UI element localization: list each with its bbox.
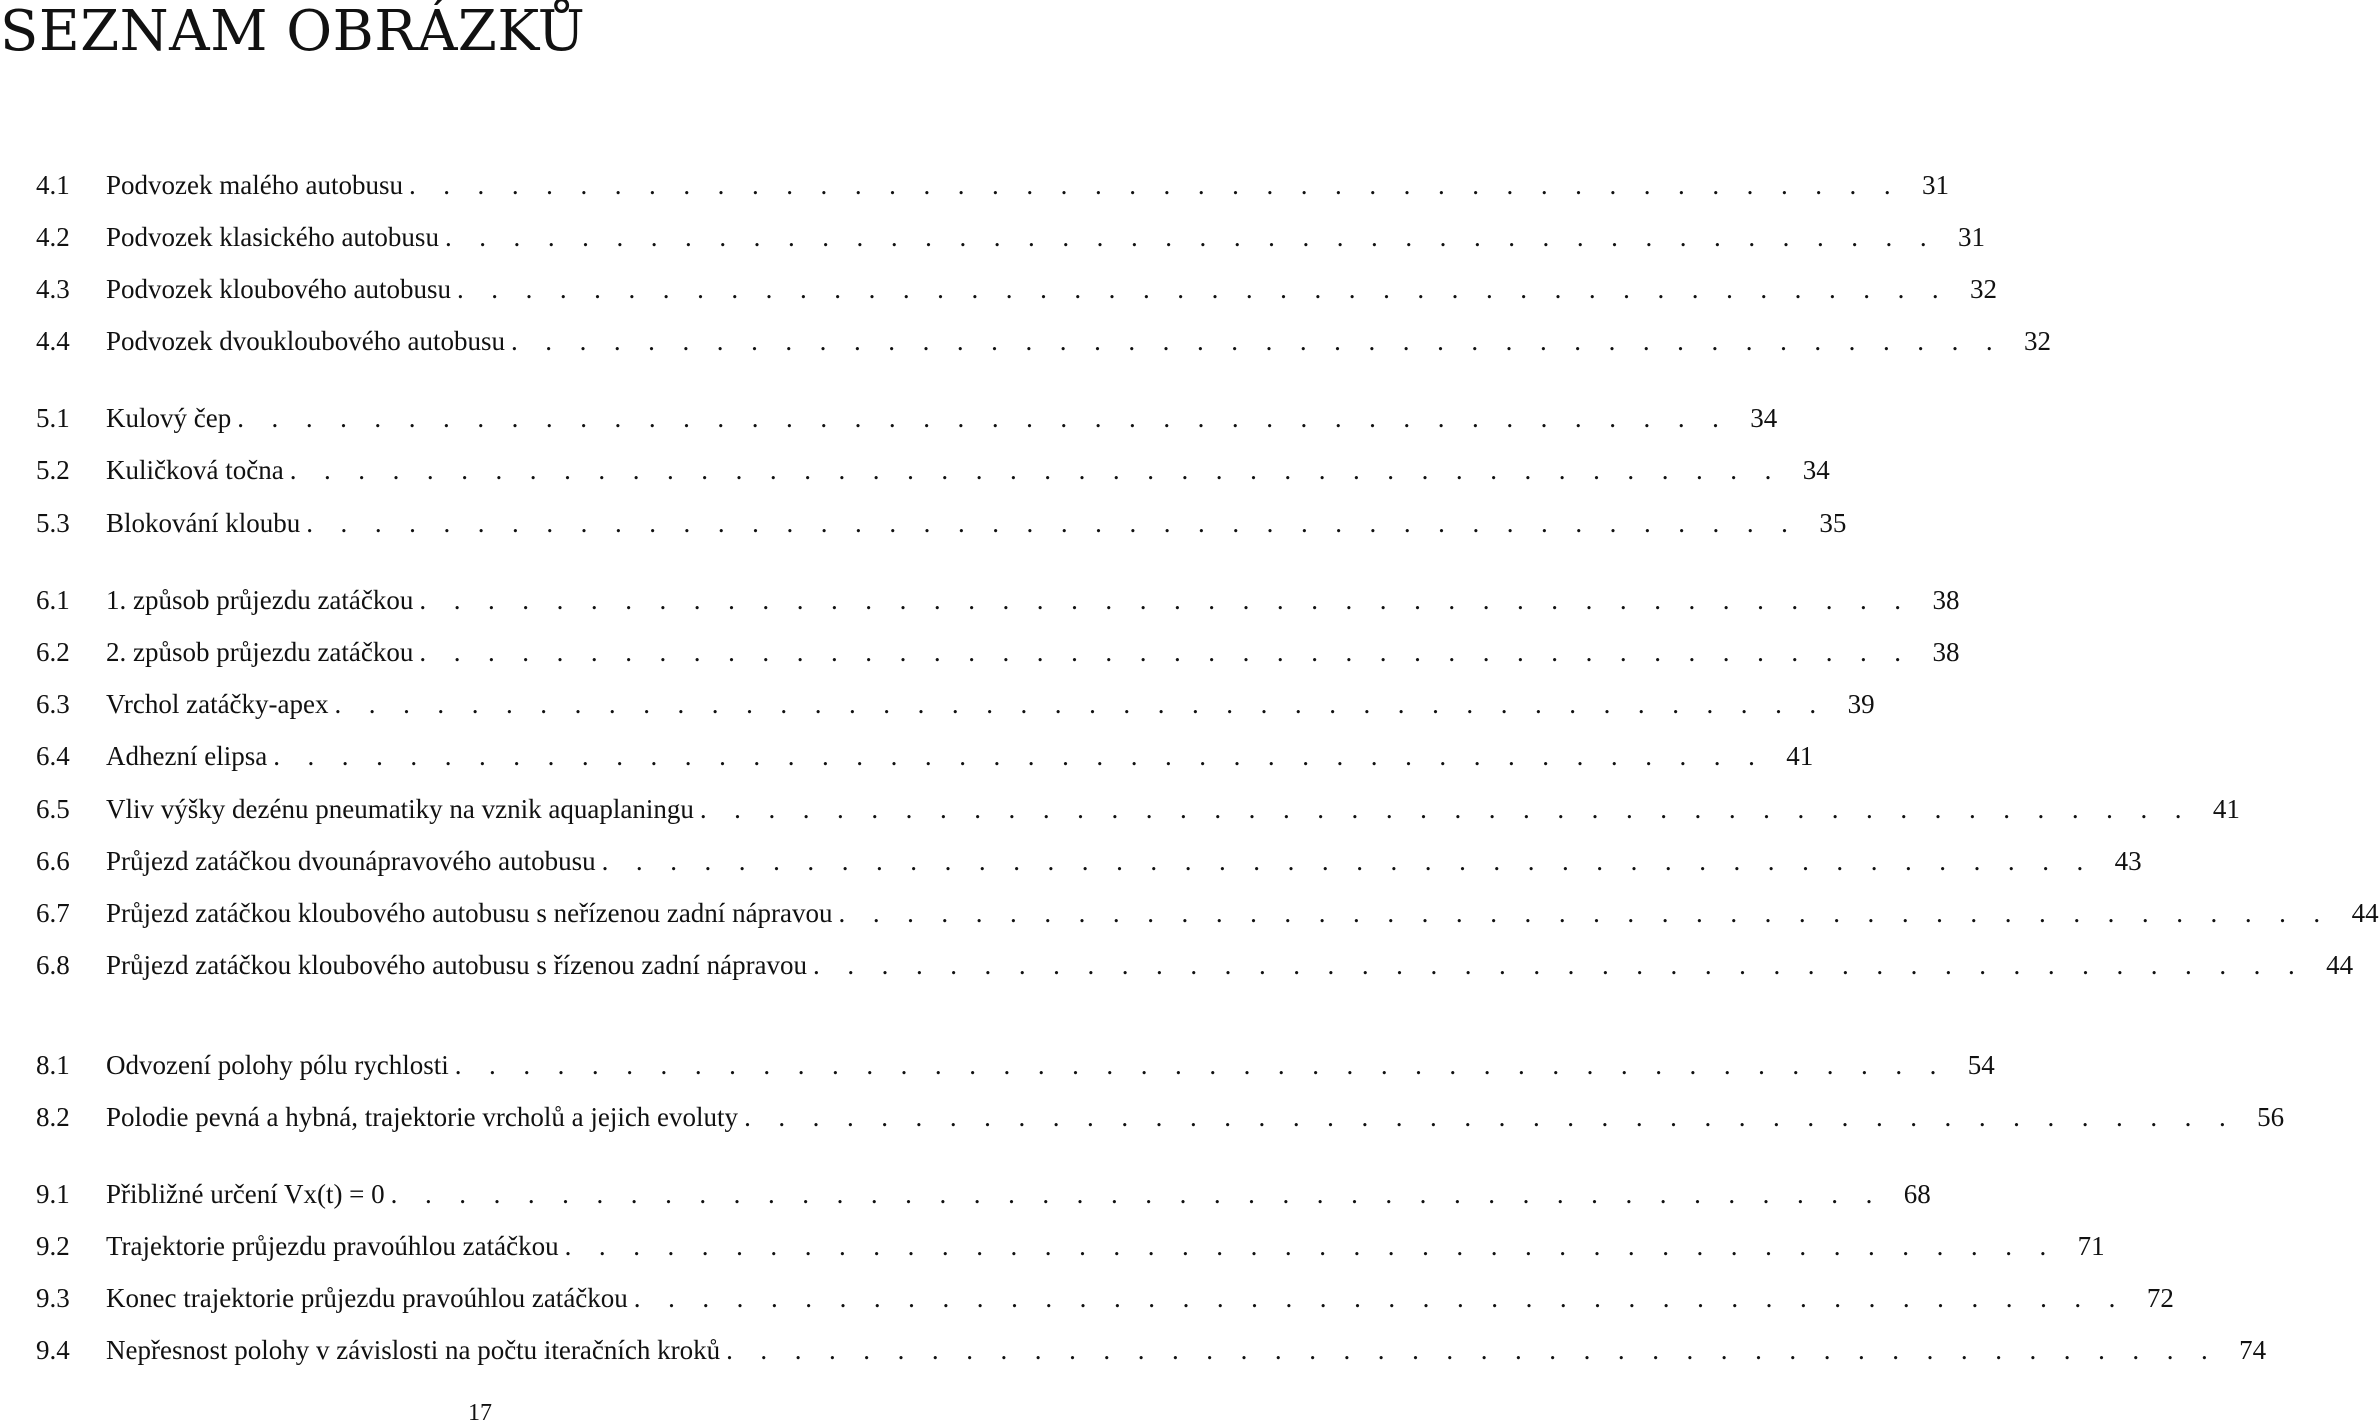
dot-leader: . . . . . . . . . . . . . . . . . . . . . . . . . . . . . . . . . . . . . . . . . . . . xyxy=(726,1335,2219,1365)
figure-page-number: 31 xyxy=(1958,222,1986,252)
page-title: SEZNAM OBRÁZKŮ xyxy=(0,0,586,64)
figure-number: 6.5 xyxy=(36,794,70,824)
dot-leader: . . . . . . . . . . . . . . . . . . . . . . . . . . . . . . . . . . . . . . . . . . . . xyxy=(744,1102,2237,1132)
figure-page-number: 68 xyxy=(1903,1179,1931,1209)
figure-number: 8.1 xyxy=(36,1050,70,1080)
figure-caption: Průjezd zatáčkou kloubového autobusu s řízenou zadní nápravou xyxy=(106,950,808,980)
figure-page-number: 35 xyxy=(1819,508,1847,538)
figure-page-number: 41 xyxy=(1786,741,1814,771)
dot-leader: . . . . . . . . . . . . . . . . . . . . . . . . . . . . . . . . . . . . . . . . . . . . xyxy=(564,1231,2057,1261)
figure-number: 6.8 xyxy=(36,950,70,980)
figure-page-number: 38 xyxy=(1932,585,1960,615)
dot-leader: . . . . . . . . . . . . . . . . . . . . . . . . . . . . . . . . . . . . . . . . . . . . xyxy=(699,794,2192,824)
figure-number: 6.6 xyxy=(36,846,70,876)
dot-leader: . . . . . . . . . . . . . . . . . . . . . . . . . . . . . . . . . . . . . . . . . . . . xyxy=(289,455,1782,485)
figure-number: 9.4 xyxy=(36,1335,70,1365)
figure-entry[interactable] xyxy=(36,1330,2267,1370)
figure-entry[interactable] xyxy=(36,632,1960,672)
figure-entry[interactable] xyxy=(36,217,1986,257)
figure-caption: Podvozek kloubového autobusu xyxy=(106,274,451,304)
figure-page-number: 56 xyxy=(2257,1102,2285,1132)
figure-caption: Podvozek dvoukloubového autobusu xyxy=(106,326,505,356)
figure-entry[interactable] xyxy=(36,321,2052,361)
figure-page-number: 39 xyxy=(1847,689,1875,719)
dot-leader: . . . . . . . . . . . . . . . . . . . . . . . . . . . . . . . . . . . . . . . . . . . . xyxy=(408,170,1902,200)
figure-caption: Blokování kloubu xyxy=(106,508,301,538)
dot-leader: . . . . . . . . . . . . . . . . . . . . . . . . . . . . . . . . . . . . . . . . . . . . xyxy=(601,846,2094,876)
figure-caption: Vliv výšky dezénu pneumatiky na vznik aquaplaningu xyxy=(106,794,694,824)
figure-page-number: 71 xyxy=(2077,1231,2105,1261)
figure-page-number: 54 xyxy=(1967,1050,1995,1080)
figure-caption: Trajektorie průjezdu pravoúhlou zatáčkou xyxy=(106,1231,559,1261)
dot-leader: . . . . . . . . . . . . . . . . . . . . . . . . . . . . . . . . . . . . . . . . . . . . xyxy=(237,403,1730,433)
figure-caption: Průjezd zatáčkou dvounápravového autobusu xyxy=(106,846,596,876)
figure-number: 5.2 xyxy=(36,455,70,485)
dot-leader: . . . . . . . . . . . . . . . . . . . . . . . . . . . . . . . . . . . . . . . . . . . . xyxy=(390,1179,1883,1209)
dot-leader: . . . . . . . . . . . . . . . . . . . . . . . . . . . . . . . . . . . . . . . . . . . . xyxy=(306,508,1799,538)
dot-leader: . . . . . . . . . . . . . . . . . . . . . . . . . . . . . . . . . . . . . . . . . . . . xyxy=(419,585,1912,615)
dot-leader: . . . . . . . . . . . . . . . . . . . . . . . . . . . . . . . . . . . . . . . . . . . . xyxy=(419,637,1912,667)
figure-page-number: 43 xyxy=(2114,846,2142,876)
figure-page-number: 34 xyxy=(1802,455,1830,485)
figure-caption: Podvozek malého autobusu xyxy=(106,170,403,200)
figure-number: 4.2 xyxy=(36,222,70,252)
figure-entry[interactable] xyxy=(36,1278,2174,1318)
figure-entry[interactable] xyxy=(36,398,1778,438)
figure-number: 9.3 xyxy=(36,1283,70,1313)
figure-caption: Polodie pevná a hybná, trajektorie vrcholů a jejich evoluty xyxy=(106,1102,739,1132)
figure-page-number: 32 xyxy=(2024,326,2052,356)
figure-caption: 1. způsob průjezdu zatáčkou xyxy=(106,585,414,615)
dot-leader: . . . . . . . . . . . . . . . . . . . . . . . . . . . . . . . . . . . . . . . . . . . . xyxy=(334,689,1827,719)
figure-caption: Konec trajektorie průjezdu pravoúhlou zatáčkou xyxy=(106,1283,628,1313)
figure-number: 6.4 xyxy=(36,741,70,771)
figure-entry[interactable] xyxy=(36,269,1998,309)
dot-leader: . . . . . . . . . . . . . . . . . . . . . . . . . . . . . . . . . . . . . . . . . . . . xyxy=(456,274,1950,304)
figure-number: 5.1 xyxy=(36,403,70,433)
figure-entry[interactable] xyxy=(36,789,2240,829)
figure-number: 5.3 xyxy=(36,508,70,538)
figure-number: 4.1 xyxy=(36,170,70,200)
figure-entry[interactable] xyxy=(36,1045,1995,1085)
figure-caption: Vrchol zatáčky-apex xyxy=(106,689,329,719)
figure-number: 6.2 xyxy=(36,637,70,667)
figure-caption: Kuličková točna xyxy=(106,455,284,485)
dot-leader: . . . . . . . . . . . . . . . . . . . . . . . . . . . . . . . . . . . . . . . . . . . . xyxy=(273,741,1766,771)
figure-number: 6.3 xyxy=(36,689,70,719)
figure-caption: Nepřesnost polohy v závislosti na počtu iteračních kroků xyxy=(106,1335,721,1365)
dot-leader: . . . . . . . . . . . . . . . . . . . . . . . . . . . . . . . . . . . . . . . . . . . . xyxy=(813,950,2306,980)
dot-leader: . . . . . . . . . . . . . . . . . . . . . . . . . . . . . . . . . . . . . . . . . . . . xyxy=(454,1050,1947,1080)
figure-entry[interactable] xyxy=(36,893,2379,933)
figure-number: 4.3 xyxy=(36,274,70,304)
figure-caption: Přibližné určení Vx(t) = 0 xyxy=(106,1179,385,1209)
figure-page-number: 74 xyxy=(2239,1335,2267,1365)
dot-leader: . . . . . . . . . . . . . . . . . . . . . . . . . . . . . . . . . . . . . . . . . . . . xyxy=(633,1283,2126,1313)
figure-page-number: 32 xyxy=(1970,274,1998,304)
figure-caption: 2. způsob průjezdu zatáčkou xyxy=(106,637,414,667)
figure-caption: Odvození polohy pólu rychlosti xyxy=(106,1050,449,1080)
figure-entry[interactable] xyxy=(36,1226,2105,1266)
figure-entry[interactable] xyxy=(36,841,2142,881)
figure-number: 6.1 xyxy=(36,585,70,615)
figure-caption: Průjezd zatáčkou kloubového autobusu s neřízenou zadní nápravou xyxy=(106,898,833,928)
figure-entry[interactable] xyxy=(36,1174,1931,1214)
dot-leader: . . . . . . . . . . . . . . . . . . . . . . . . . . . . . . . . . . . . . . . . . . . . xyxy=(444,222,1938,252)
figure-entry[interactable] xyxy=(36,684,1875,724)
figure-entry[interactable] xyxy=(36,503,1847,543)
figure-entry[interactable] xyxy=(36,945,2354,985)
figure-page-number: 41 xyxy=(2212,794,2240,824)
figure-number: 4.4 xyxy=(36,326,70,356)
figure-page-number: 44 xyxy=(2351,898,2379,928)
figure-page-number: 34 xyxy=(1750,403,1778,433)
figure-caption: Adhezní elipsa xyxy=(106,741,268,771)
figure-page-number: 44 xyxy=(2326,950,2354,980)
figure-entry[interactable] xyxy=(36,165,1950,205)
figure-caption: Kulový čep xyxy=(106,403,232,433)
figure-page-number: 38 xyxy=(1932,637,1960,667)
figure-number: 9.1 xyxy=(36,1179,70,1209)
dot-leader: . . . . . . . . . . . . . . . . . . . . . . . . . . . . . . . . . . . . . . . . . . . . xyxy=(838,898,2331,928)
figure-number: 9.2 xyxy=(36,1231,70,1261)
figure-number: 8.2 xyxy=(36,1102,70,1132)
figure-number: 6.7 xyxy=(36,898,70,928)
figure-caption: Podvozek klasického autobusu xyxy=(106,222,439,252)
figure-entry[interactable] xyxy=(36,450,1830,490)
dot-leader: . . . . . . . . . . . . . . . . . . . . . . . . . . . . . . . . . . . . . . . . . . . . xyxy=(510,326,2004,356)
figure-page-number: 31 xyxy=(1922,170,1950,200)
figure-entry[interactable] xyxy=(36,580,1960,620)
figure-entry[interactable] xyxy=(36,736,1814,776)
figure-page-number: 72 xyxy=(2146,1283,2174,1313)
footer-page-number: 17 xyxy=(468,1400,492,1426)
figure-entry[interactable] xyxy=(36,1097,2285,1137)
